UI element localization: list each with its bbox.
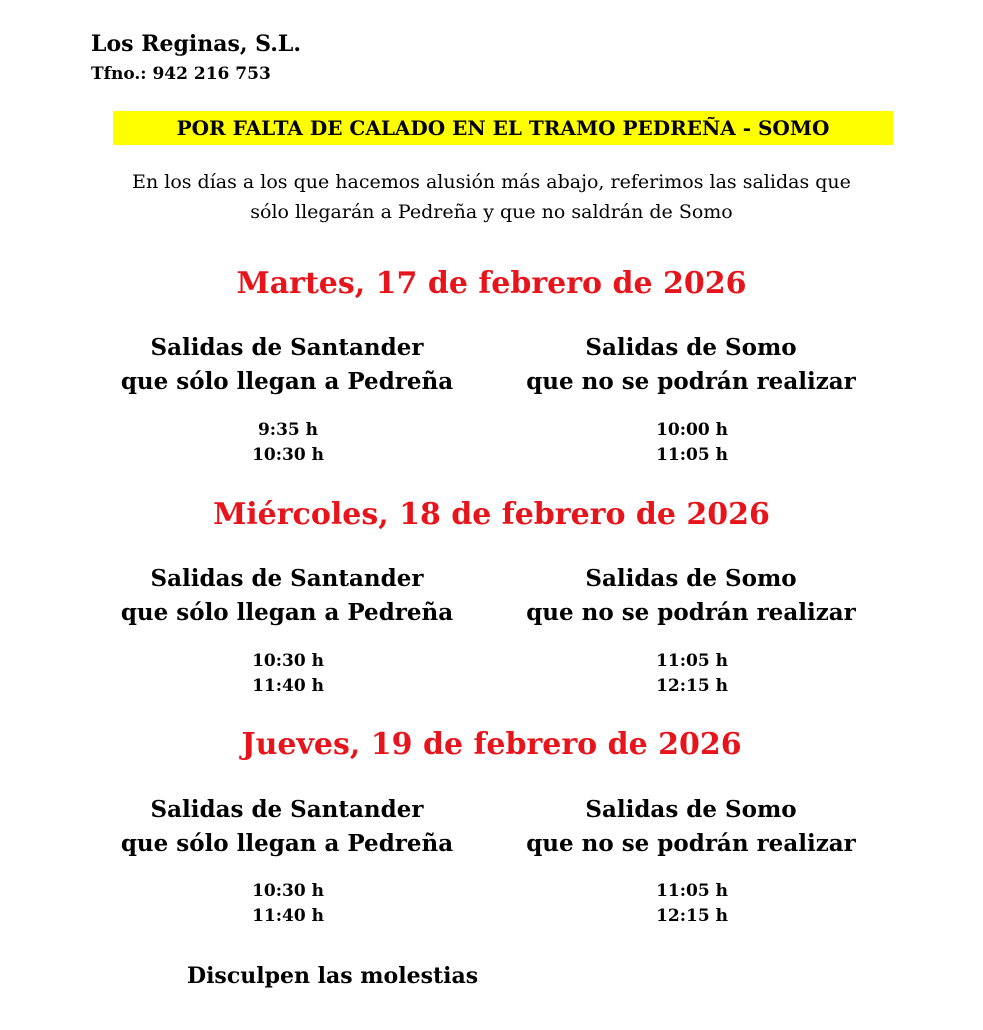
- heading-line: Salidas de Somo: [585, 565, 797, 592]
- day-title-tuesday: Martes, 17 de febrero de 2026: [236, 266, 747, 301]
- heading-line: Salidas de Somo: [585, 796, 797, 823]
- departure-time: 10:00 h: [656, 420, 728, 440]
- departure-time: 9:35 h: [257, 420, 319, 440]
- closing-apology: Disculpen las molestias: [187, 963, 479, 989]
- company-phone: Tfno.: 942 216 753: [91, 64, 271, 84]
- somo-departures-heading: [481, 793, 901, 861]
- somo-departures-heading: [481, 562, 901, 630]
- intro-line-2: sólo llegarán a Pedreña y que no saldrán de Somo: [250, 201, 733, 223]
- day-title-wednesday: Miércoles, 18 de febrero de 2026: [213, 497, 770, 532]
- heading-line: que sólo llegan a Pedreña: [120, 368, 454, 395]
- heading-line: Salidas de Santander: [150, 334, 424, 361]
- santander-times: [188, 879, 388, 929]
- heading-line: que sólo llegan a Pedreña: [120, 830, 454, 857]
- heading-line: Salidas de Somo: [585, 334, 797, 361]
- santander-departures-heading: [77, 562, 497, 630]
- heading-line: Salidas de Santander: [150, 565, 424, 592]
- departure-time: 11:40 h: [252, 676, 324, 696]
- departure-time: 10:30 h: [252, 881, 324, 901]
- departure-time: 12:15 h: [656, 906, 728, 926]
- intro-line-1: En los días a los que hacemos alusión más abajo, referimos las salidas que: [132, 171, 851, 193]
- santander-times: [188, 649, 388, 699]
- heading-line: que no se podrán realizar: [526, 830, 856, 857]
- heading-line: que no se podrán realizar: [526, 368, 856, 395]
- somo-times: [592, 418, 792, 468]
- heading-line: que sólo llegan a Pedreña: [120, 599, 454, 626]
- departure-time: 11:05 h: [656, 651, 728, 671]
- santander-times: [188, 418, 388, 468]
- somo-departures-heading: [481, 331, 901, 399]
- warning-banner: POR FALTA DE CALADO EN EL TRAMO PEDREÑA - SOMO: [113, 111, 893, 145]
- departure-time: 10:30 h: [252, 651, 324, 671]
- departure-time: 11:05 h: [656, 881, 728, 901]
- santander-departures-heading: [77, 793, 497, 861]
- departure-time: 10:30 h: [252, 445, 324, 465]
- company-name: Los Reginas, S.L.: [91, 31, 302, 57]
- santander-departures-heading: [77, 331, 497, 399]
- departure-time: 11:40 h: [252, 906, 324, 926]
- departure-time: 12:15 h: [656, 676, 728, 696]
- departure-time: 11:05 h: [656, 445, 728, 465]
- heading-line: que no se podrán realizar: [526, 599, 856, 626]
- somo-times: [592, 649, 792, 699]
- somo-times: [592, 879, 792, 929]
- heading-line: Salidas de Santander: [150, 796, 424, 823]
- day-title-thursday: Jueves, 19 de febrero de 2026: [241, 727, 742, 762]
